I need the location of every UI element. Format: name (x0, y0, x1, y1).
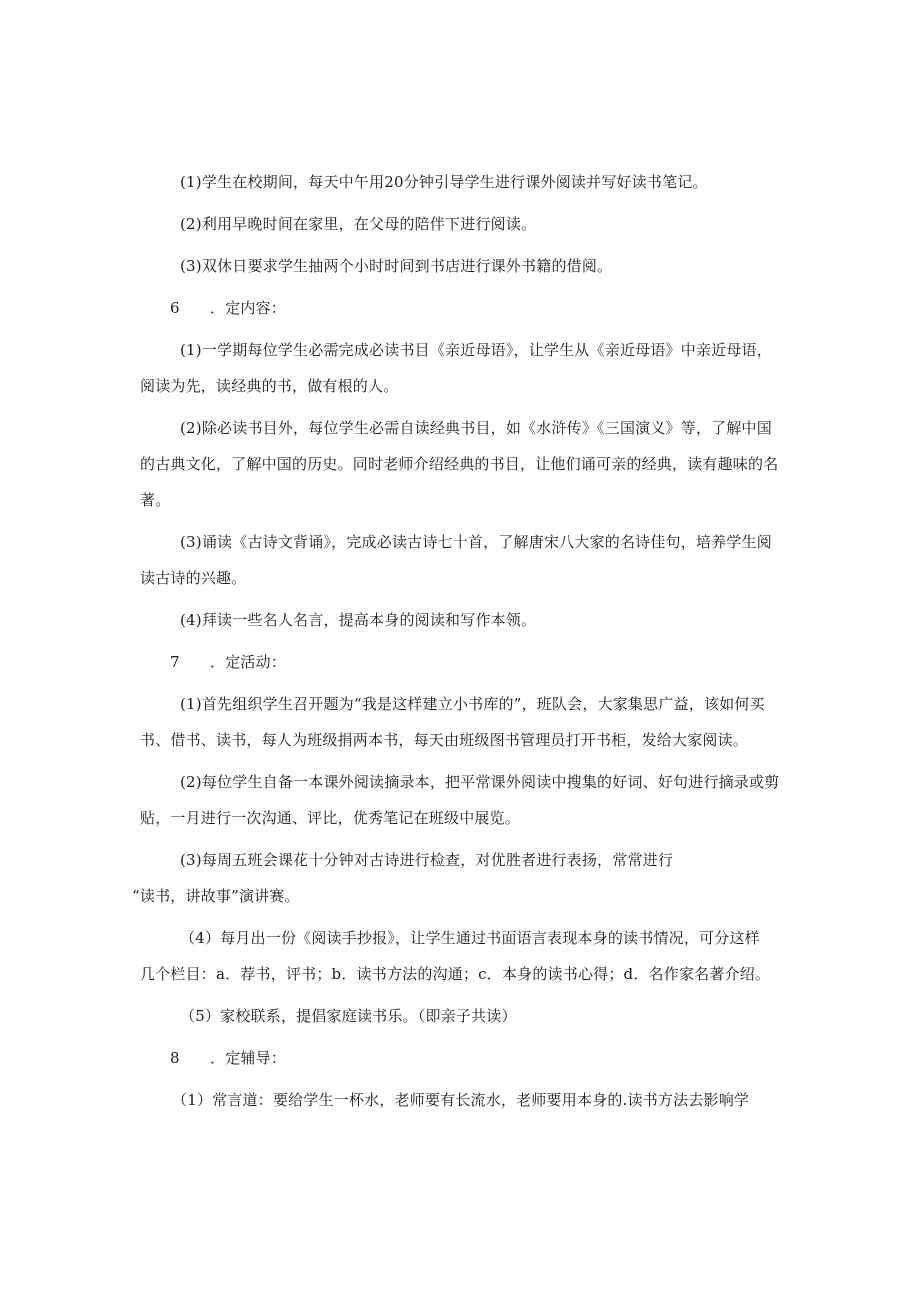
section-title: ．定内容： (210, 299, 287, 317)
paragraph-line: “读书，讲故事”演讲赛。 (132, 887, 300, 905)
paragraph-line: (1)一学期每位学生必需完成必读书目《亲近母语》，让学生从《亲近母语》中亲近母语， (180, 341, 772, 359)
section-title: ．定活动： (210, 653, 287, 671)
paragraph-line: 的古典文化，了解中国的历史。同时老师介绍经典的书目，让他们诵可亲的经典，读有趣味的名 (140, 455, 779, 473)
paragraph-line: (1)首先组织学生召开题为“我是这样建立小书库的”，班队会，大家集思广益，该如何买 (180, 695, 765, 713)
section-heading-8 (170, 1048, 286, 1068)
paragraph-line: 书、借书、读书，每人为班级捐两本书，每天由班级图书管理员打开书柜，发给大家阅读。 (140, 731, 749, 749)
paragraph-line: 贴，一月进行一次沟通、评比，优秀笔记在班级中展览。 (140, 809, 521, 827)
paragraph-line: 读古诗的兴趣。 (140, 569, 247, 587)
paragraph-line: 著。 (140, 491, 171, 509)
section-heading-6 (170, 298, 286, 318)
paragraph-line: (2)利用早晚时间在家里，在父母的陪伴下进行阅读。 (180, 215, 537, 233)
paragraph-line: (3)每周五班会课花十分钟对古诗进行检查，对优胜者进行表扬，常常进行 (180, 851, 674, 869)
paragraph-line: 阅读为先，读经典的书，做有根的人。 (140, 377, 399, 395)
paragraph-line: 几个栏目：a．荐书，评书；b．读书方法的沟通；c．本身的读书心得；d．名作家名著介绍。 (140, 965, 771, 983)
paragraph-line: （5）家校联系，提倡家庭读书乐。（即亲子共读） (180, 1007, 517, 1025)
section-number: 6 (170, 299, 180, 317)
paragraph-line: （4）每月出一份《阅读手抄报》，让学生通过书面语言表现本身的读书情况，可分这样 (180, 929, 760, 947)
section-title: ．定辅导： (210, 1049, 287, 1067)
paragraph-line: (2)除必读书目外，每位学生必需自读经典书目，如《水浒传》《三国演义》等，了解中国 (180, 419, 772, 437)
paragraph-line: (4)拜读一些名人名言，提高本身的阅读和写作本领。 (180, 611, 537, 629)
paragraph-line: (1)学生在校期间，每天中午用20分钟引导学生进行课外阅读并写好读书笔记。 (180, 173, 708, 191)
paragraph-line: (2)每位学生自备一本课外阅读摘录本，把平常课外阅读中搜集的好词、好句进行摘录或剪 (180, 773, 780, 791)
paragraph-line: （1）常言道：要给学生一杯水，老师要有长流水，老师要用本身的.读书方法去影响学 (172, 1091, 750, 1109)
section-number: 7 (170, 653, 180, 671)
section-heading-7 (170, 652, 286, 672)
paragraph-line: (3)诵读《古诗文背诵》，完成必读古诗七十首，了解唐宋八大家的名诗佳句，培养学生阅 (180, 533, 772, 551)
paragraph-line: (3)双休日要求学生抽两个小时时间到书店进行课外书籍的借阅。 (180, 257, 613, 275)
section-number: 8 (170, 1049, 180, 1067)
